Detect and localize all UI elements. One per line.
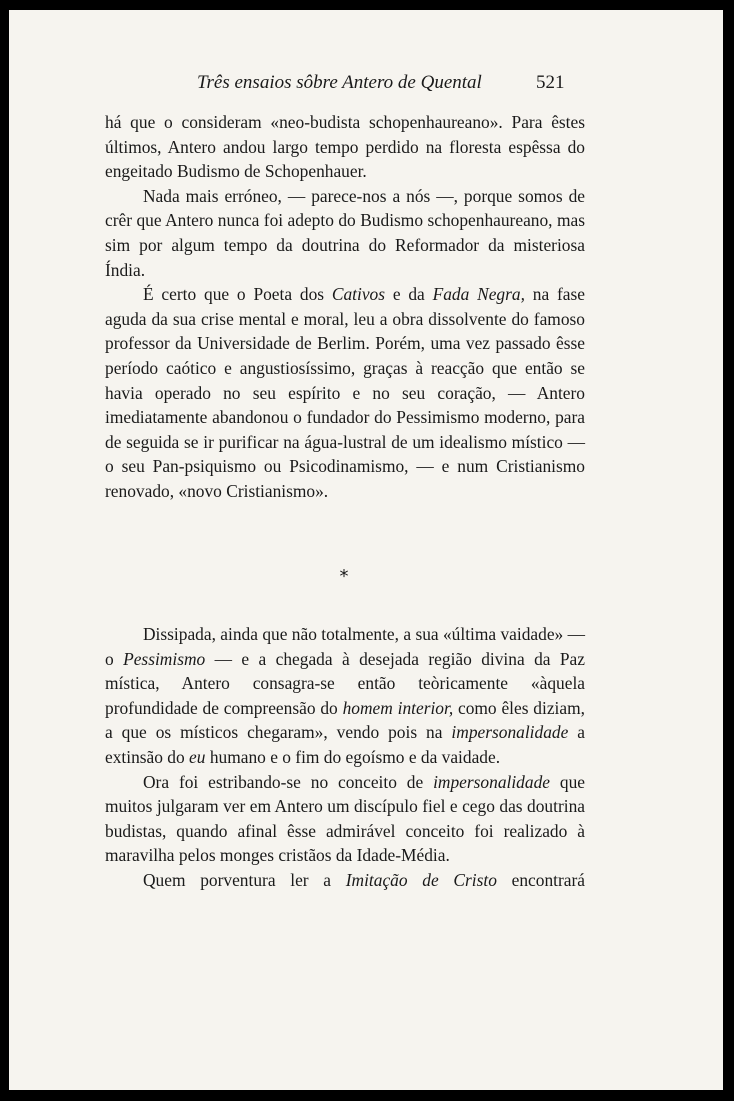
paragraph-text: encontrará	[496, 869, 585, 890]
paragraph: Nada mais erróneo, — parece-nos a nós —, porque somos de crêr que Antero nunca foi adepto do Budismo schopenhaureano, mas sim por algum tempo da doutrina do Reformador da misteriosa Índia.	[105, 185, 585, 280]
emphasis: Pessimismo	[123, 648, 206, 669]
paragraph-text: a extinsão do	[105, 722, 585, 767]
work-title-cativos: Cativos	[331, 284, 386, 305]
paragraph-text: Ora foi estribando-se no conceito de	[143, 771, 434, 792]
paragraph	[105, 770, 585, 868]
paragraph-text: humano e o fim do egoísmo e da vaidade.	[205, 746, 501, 767]
text-block-after-separator	[105, 622, 585, 893]
emphasis: impersonalidade	[433, 771, 550, 792]
paragraph-text: — e a chegada à desejada região divina da Paz mística, Antero consagra-se então teòricamente «àquela profundidade de compreensão do	[105, 648, 585, 718]
book-page	[9, 10, 723, 1090]
emphasis: impersonalidade	[451, 722, 569, 743]
emphasis: eu	[189, 746, 206, 767]
running-head	[9, 72, 723, 96]
paragraph	[105, 622, 585, 770]
work-title-imitacao: Imitação de Cristo	[345, 869, 497, 890]
paragraph-text: É certo que o Poeta dos	[143, 284, 332, 305]
paragraph-text: e da	[385, 284, 433, 305]
paragraph	[105, 282, 585, 503]
emphasis: homem interior,	[342, 697, 454, 718]
section-separator-asterisk: *	[339, 566, 349, 587]
running-title: Três ensaios sôbre Antero de Quental	[197, 72, 482, 93]
paragraph-text: que muitos julgaram ver em Antero um discípulo fiel e cego das doutrina budistas, quando afinal êsse admirável conceito foi realizado à maravilha pelos monges cristãos da Idade-Média.	[105, 771, 585, 866]
paragraph	[105, 868, 585, 893]
paragraph-text: Quem porventura ler a	[143, 869, 346, 890]
paragraph: há que o consideram «neo-budista schopenhaureano». Para êstes últimos, Antero andou largo tempo perdido na floresta espêssa do engeitado Budismo de Schopenhauer.	[105, 112, 585, 182]
text-block-before-separator	[105, 110, 585, 504]
paragraph-text: Dissipada, ainda que não totalmente, a sua «última vaidade» — o	[105, 624, 585, 669]
work-title-fada-negra: Fada Negra,	[432, 284, 525, 305]
paragraph-text: como êles diziam, a que os místicos chegaram», vendo pois na	[105, 697, 585, 743]
page-number: 521	[536, 72, 565, 93]
paragraph-text: na fase aguda da sua crise mental e moral, leu a obra dissolvente do famoso professor da Universidade de Berlim. Porém, uma vez passado êsse período caótico e angustiosíssimo, graças à reacção que então se havia operado no seu espírito e no seu coração, — Antero imediatamente abandonou o fundador do Pessimismo moderno, para de seguida se ir purificar na água-lustral de um idealismo místico — o seu Pan-psiquismo ou Psicodinamismo, — e num Cristianismo renovado, «novo Cristianismo».	[105, 284, 585, 501]
